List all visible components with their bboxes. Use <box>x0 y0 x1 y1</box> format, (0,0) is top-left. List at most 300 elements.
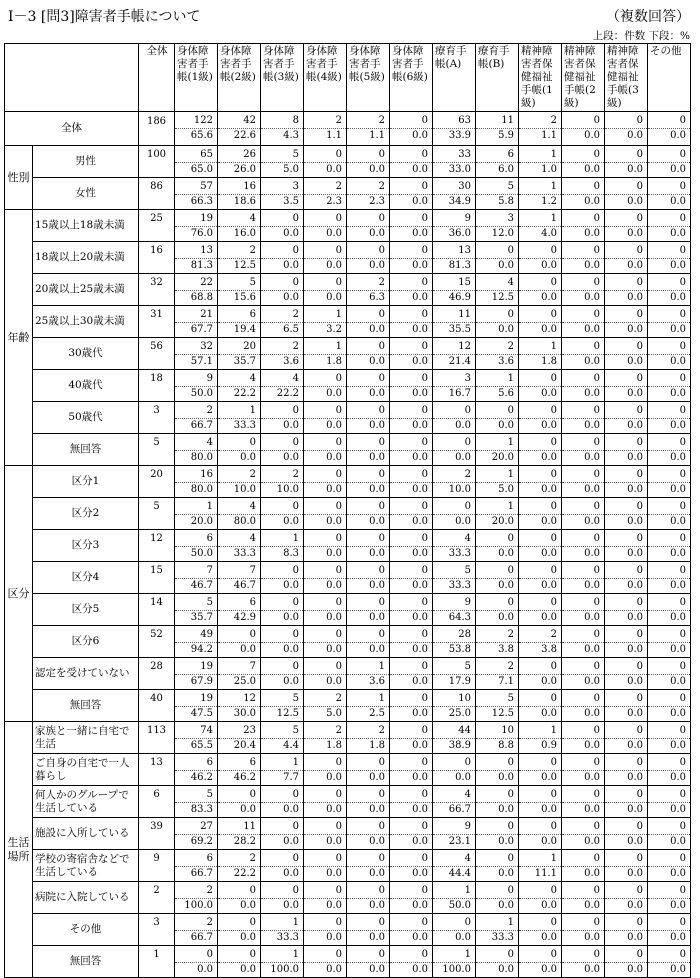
count-value: 0 <box>378 501 385 512</box>
count-value: 4 <box>249 501 256 512</box>
value-cell <box>261 146 304 178</box>
percent-value: 35.5 <box>433 322 475 337</box>
percent-value: 0.0 <box>218 898 260 913</box>
value-cell <box>433 434 476 466</box>
value-cell <box>261 562 304 594</box>
value-cell <box>261 210 304 242</box>
percent-value: 2.3 <box>347 194 389 209</box>
count-value: 0 <box>679 885 686 896</box>
percent-value: 1.1 <box>519 128 561 143</box>
value-cell <box>390 370 433 402</box>
percent-value: 0.0 <box>218 450 260 465</box>
percent-value: 0.0 <box>261 674 303 689</box>
percent-value: 100.0 <box>175 898 217 913</box>
table-row <box>5 370 691 402</box>
value-cell <box>390 402 433 434</box>
value-cell <box>519 722 562 754</box>
percent-value: 3.6 <box>261 354 303 369</box>
percent-value: 0.0 <box>519 386 561 401</box>
count-value: 0 <box>421 629 428 640</box>
count-value: 0 <box>335 661 342 672</box>
percent-value: 0.0 <box>261 418 303 433</box>
percent-value: 1.8 <box>304 738 346 753</box>
value-cell <box>175 530 218 562</box>
count-value: 0 <box>421 661 428 672</box>
percent-value: 17.9 <box>433 674 475 689</box>
value-cell <box>648 338 691 370</box>
value-cell <box>476 722 519 754</box>
value-cell <box>562 882 605 914</box>
percent-value: 0.0 <box>519 450 561 465</box>
percent-value: 5.0 <box>476 482 518 497</box>
count-value: 5 <box>292 149 299 160</box>
value-cell <box>433 626 476 658</box>
count-value: 4 <box>206 437 213 448</box>
count-value: 0 <box>335 469 342 480</box>
table-row <box>5 562 691 594</box>
percent-value: 47.5 <box>175 706 217 721</box>
count-value: 0 <box>593 725 600 736</box>
percent-value: 0.0 <box>648 962 690 977</box>
table-row <box>5 594 691 626</box>
percent-value: 0.0 <box>519 962 561 977</box>
row-label: 認定を受けていない <box>33 658 139 690</box>
count-value: 0 <box>507 885 514 896</box>
value-cell <box>347 818 390 850</box>
count-value: 0 <box>636 725 643 736</box>
percent-value: 0.0 <box>605 546 647 561</box>
percent-value: 0.0 <box>390 482 432 497</box>
row-total: 39 <box>139 818 175 850</box>
percent-value: 0.0 <box>261 898 303 913</box>
count-value: 2 <box>464 469 471 480</box>
percent-value: 16.0 <box>218 226 260 241</box>
percent-value: 0.0 <box>304 930 346 945</box>
percent-value: 0.0 <box>605 418 647 433</box>
value-cell <box>347 754 390 786</box>
value-cell <box>476 498 519 530</box>
percent-value: 94.2 <box>175 642 217 657</box>
count-value: 0 <box>550 757 557 768</box>
percent-value: 46.2 <box>175 770 217 785</box>
row-total: 31 <box>139 306 175 338</box>
count-value: 16 <box>200 469 213 480</box>
percent-value: 0.0 <box>433 930 475 945</box>
count-value: 4 <box>464 533 471 544</box>
row-total: 18 <box>139 370 175 402</box>
value-cell <box>390 786 433 818</box>
value-cell <box>519 850 562 882</box>
count-value: 0 <box>636 469 643 480</box>
count-value: 0 <box>679 725 686 736</box>
value-cell <box>175 914 218 946</box>
count-value: 2 <box>378 277 385 288</box>
count-value: 1 <box>292 757 299 768</box>
value-cell <box>175 402 218 434</box>
percent-value: 4.0 <box>519 226 561 241</box>
value-cell <box>476 402 519 434</box>
count-value: 44 <box>458 725 471 736</box>
count-value: 0 <box>679 115 686 126</box>
row-label: 区分3 <box>33 530 139 562</box>
value-cell <box>648 498 691 530</box>
count-value: 8 <box>292 115 299 126</box>
count-value: 0 <box>679 629 686 640</box>
value-cell <box>519 594 562 626</box>
percent-value: 12.5 <box>261 706 303 721</box>
value-cell <box>218 882 261 914</box>
value-cell <box>347 338 390 370</box>
table-row <box>5 914 691 946</box>
count-value: 28 <box>458 629 471 640</box>
count-value: 0 <box>335 501 342 512</box>
percent-value: 0.0 <box>390 962 432 977</box>
count-value: 0 <box>378 789 385 800</box>
value-cell <box>562 658 605 690</box>
percent-value: 0.0 <box>476 610 518 625</box>
value-cell <box>175 434 218 466</box>
count-value: 0 <box>593 115 600 126</box>
table-row <box>5 498 691 530</box>
percent-value: 0.0 <box>648 162 690 177</box>
percent-value: 0.0 <box>605 258 647 273</box>
percent-value: 1.0 <box>519 162 561 177</box>
count-value: 0 <box>464 757 471 768</box>
value-cell <box>390 112 433 146</box>
count-value: 0 <box>421 885 428 896</box>
value-cell <box>304 242 347 274</box>
count-value: 0 <box>636 885 643 896</box>
column-header: 精神障害者保健福祉手帳(1級) <box>519 44 562 112</box>
value-cell <box>562 112 605 146</box>
percent-value: 7.1 <box>476 674 518 689</box>
percent-value: 8.8 <box>476 738 518 753</box>
count-value: 2 <box>378 115 385 126</box>
value-cell <box>476 626 519 658</box>
percent-value: 0.0 <box>605 578 647 593</box>
value-cell <box>433 274 476 306</box>
value-cell <box>648 242 691 274</box>
count-value: 0 <box>249 629 256 640</box>
count-value: 0 <box>593 949 600 960</box>
value-cell <box>304 786 347 818</box>
value-cell <box>218 914 261 946</box>
count-value: 0 <box>636 661 643 672</box>
count-value: 0 <box>507 309 514 320</box>
percent-value: 22.2 <box>218 386 260 401</box>
count-value: 2 <box>206 917 213 928</box>
count-value: 2 <box>378 725 385 736</box>
count-value: 0 <box>593 917 600 928</box>
value-cell <box>562 242 605 274</box>
percent-value: 0.0 <box>648 610 690 625</box>
percent-value: 11.1 <box>519 866 561 881</box>
value-cell <box>605 914 648 946</box>
count-value: 0 <box>550 245 557 256</box>
value-cell <box>648 882 691 914</box>
value-cell <box>605 786 648 818</box>
percent-value: 0.0 <box>648 642 690 657</box>
value-cell <box>304 178 347 210</box>
count-value: 0 <box>421 501 428 512</box>
count-value: 0 <box>421 115 428 126</box>
count-value: 2 <box>378 181 385 192</box>
value-cell <box>605 690 648 722</box>
value-cell <box>261 306 304 338</box>
percent-value: 0.0 <box>347 866 389 881</box>
percent-value: 0.0 <box>605 386 647 401</box>
value-cell <box>175 242 218 274</box>
percent-value: 0.0 <box>261 258 303 273</box>
count-value: 0 <box>679 501 686 512</box>
value-cell <box>261 690 304 722</box>
row-total: 16 <box>139 242 175 274</box>
percent-value: 0.0 <box>648 674 690 689</box>
count-value: 13 <box>458 245 471 256</box>
value-cell <box>476 466 519 498</box>
value-cell <box>347 914 390 946</box>
percent-value: 65.6 <box>175 128 217 143</box>
percent-value: 0.0 <box>648 482 690 497</box>
percent-value: 0.0 <box>304 226 346 241</box>
count-value: 0 <box>679 917 686 928</box>
value-cell <box>261 434 304 466</box>
percent-value: 1.8 <box>347 738 389 753</box>
value-cell <box>304 914 347 946</box>
value-cell <box>519 306 562 338</box>
column-header: 身体障害者手帳(3級) <box>261 44 304 112</box>
table-row <box>5 146 691 178</box>
percent-value: 0.0 <box>648 930 690 945</box>
count-value: 0 <box>550 277 557 288</box>
count-value: 0 <box>636 277 643 288</box>
count-value: 2 <box>292 469 299 480</box>
percent-value: 0.0 <box>304 802 346 817</box>
column-header: 療育手帳(B) <box>476 44 519 112</box>
percent-value: 0.0 <box>562 162 604 177</box>
value-cell <box>433 850 476 882</box>
percent-value: 0.0 <box>218 930 260 945</box>
count-value: 5 <box>292 693 299 704</box>
percent-value: 3.2 <box>304 322 346 337</box>
count-value: 0 <box>378 757 385 768</box>
count-value: 0 <box>421 309 428 320</box>
count-value: 0 <box>292 501 299 512</box>
value-cell <box>390 946 433 978</box>
value-cell <box>433 786 476 818</box>
value-cell <box>390 658 433 690</box>
count-value: 1 <box>507 917 514 928</box>
value-cell <box>476 434 519 466</box>
percent-value: 76.0 <box>175 226 217 241</box>
percent-value: 33.3 <box>433 546 475 561</box>
percent-value: 0.0 <box>648 546 690 561</box>
count-value: 0 <box>593 533 600 544</box>
multiple-answer-note: （複数回答） <box>606 9 690 25</box>
percent-value: 0.0 <box>433 418 475 433</box>
percent-value: 0.0 <box>476 418 518 433</box>
group-label: 区分 <box>5 466 33 722</box>
count-value: 11 <box>458 309 471 320</box>
count-value: 0 <box>636 789 643 800</box>
count-value: 0 <box>378 597 385 608</box>
value-cell <box>175 466 218 498</box>
count-value: 0 <box>593 405 600 416</box>
percent-value: 0.0 <box>347 546 389 561</box>
row-label: 無回答 <box>33 946 139 978</box>
percent-value: 0.0 <box>390 930 432 945</box>
row-label: 病院に入院している <box>33 882 139 914</box>
value-cell <box>347 370 390 402</box>
count-value: 0 <box>378 469 385 480</box>
percent-value: 22.2 <box>218 866 260 881</box>
percent-value: 0.0 <box>433 770 475 785</box>
value-cell <box>175 178 218 210</box>
value-cell <box>562 178 605 210</box>
row-label: 区分2 <box>33 498 139 530</box>
value-cell <box>562 626 605 658</box>
value-cell <box>648 914 691 946</box>
count-value: 4 <box>292 373 299 384</box>
count-value: 0 <box>636 853 643 864</box>
value-cell <box>605 850 648 882</box>
column-header: 精神障害者保健福祉手帳(3級) <box>605 44 648 112</box>
count-value: 0 <box>206 949 213 960</box>
count-value: 2 <box>507 341 514 352</box>
row-total: 5 <box>139 498 175 530</box>
percent-value: 35.7 <box>175 610 217 625</box>
count-value: 0 <box>421 437 428 448</box>
row-total: 5 <box>139 434 175 466</box>
percent-value: 0.0 <box>304 578 346 593</box>
percent-value: 0.0 <box>304 834 346 849</box>
count-value: 0 <box>421 853 428 864</box>
value-cell <box>476 882 519 914</box>
value-cell <box>390 178 433 210</box>
row-label: 20歳以上25歳未満 <box>33 274 139 306</box>
percent-value: 0.0 <box>648 578 690 593</box>
value-cell <box>519 146 562 178</box>
percent-value: 0.0 <box>605 770 647 785</box>
percent-value: 0.0 <box>562 418 604 433</box>
table-row <box>5 242 691 274</box>
value-cell <box>519 178 562 210</box>
value-cell <box>648 562 691 594</box>
value-cell <box>476 210 519 242</box>
value-cell <box>347 530 390 562</box>
count-value: 0 <box>636 181 643 192</box>
value-cell <box>304 594 347 626</box>
count-value: 2 <box>335 181 342 192</box>
row-label: 区分1 <box>33 466 139 498</box>
percent-value: 0.0 <box>562 386 604 401</box>
value-cell <box>261 370 304 402</box>
value-cell <box>218 818 261 850</box>
count-value: 1 <box>464 885 471 896</box>
percent-value: 0.0 <box>605 930 647 945</box>
percent-value: 10.0 <box>433 482 475 497</box>
count-value: 32 <box>200 341 213 352</box>
value-cell <box>218 498 261 530</box>
count-value: 9 <box>464 213 471 224</box>
count-value: 0 <box>378 213 385 224</box>
value-cell <box>648 274 691 306</box>
value-cell <box>347 402 390 434</box>
count-value: 16 <box>243 181 256 192</box>
percent-value: 0.0 <box>476 898 518 913</box>
percent-value: 0.0 <box>390 386 432 401</box>
percent-value: 0.0 <box>347 962 389 977</box>
percent-value: 0.0 <box>347 642 389 657</box>
percent-value: 0.0 <box>390 674 432 689</box>
count-value: 0 <box>679 213 686 224</box>
percent-value: 81.3 <box>175 258 217 273</box>
percent-value: 0.0 <box>605 128 647 143</box>
percent-value: 0.0 <box>390 354 432 369</box>
count-value: 0 <box>550 309 557 320</box>
percent-value: 1.2 <box>519 194 561 209</box>
value-cell <box>347 146 390 178</box>
count-value: 0 <box>550 565 557 576</box>
percent-value: 1.8 <box>304 354 346 369</box>
row-total: 86 <box>139 178 175 210</box>
count-value: 0 <box>550 405 557 416</box>
percent-value: 0.0 <box>562 674 604 689</box>
count-value: 0 <box>679 597 686 608</box>
percent-value: 66.7 <box>175 930 217 945</box>
value-cell <box>175 274 218 306</box>
percent-value: 0.0 <box>562 482 604 497</box>
percent-value: 0.0 <box>562 642 604 657</box>
value-cell <box>476 178 519 210</box>
count-value: 2 <box>206 405 213 416</box>
count-value: 1 <box>378 661 385 672</box>
value-cell <box>261 594 304 626</box>
count-value: 0 <box>249 949 256 960</box>
count-value: 0 <box>421 149 428 160</box>
count-value: 0 <box>378 437 385 448</box>
count-value: 0 <box>593 309 600 320</box>
value-cell <box>519 914 562 946</box>
value-cell <box>476 562 519 594</box>
value-cell <box>218 434 261 466</box>
value-cell <box>304 882 347 914</box>
value-cell <box>605 434 648 466</box>
row-total: 1 <box>139 946 175 978</box>
percent-value: 0.0 <box>648 386 690 401</box>
value-cell <box>605 242 648 274</box>
value-cell <box>218 626 261 658</box>
count-value: 0 <box>421 821 428 832</box>
value-cell <box>433 178 476 210</box>
count-value: 0 <box>335 853 342 864</box>
count-value: 0 <box>335 917 342 928</box>
value-cell <box>304 112 347 146</box>
count-value: 0 <box>421 533 428 544</box>
percent-value: 3.6 <box>347 674 389 689</box>
percent-value: 20.0 <box>476 450 518 465</box>
value-cell <box>605 946 648 978</box>
value-cell <box>304 562 347 594</box>
percent-value: 6.5 <box>261 322 303 337</box>
percent-value: 28.2 <box>218 834 260 849</box>
count-value: 0 <box>335 533 342 544</box>
row-total: 9 <box>139 850 175 882</box>
percent-value: 0.0 <box>390 898 432 913</box>
value-cell <box>218 146 261 178</box>
row-label: 無回答 <box>33 690 139 722</box>
value-cell <box>261 402 304 434</box>
